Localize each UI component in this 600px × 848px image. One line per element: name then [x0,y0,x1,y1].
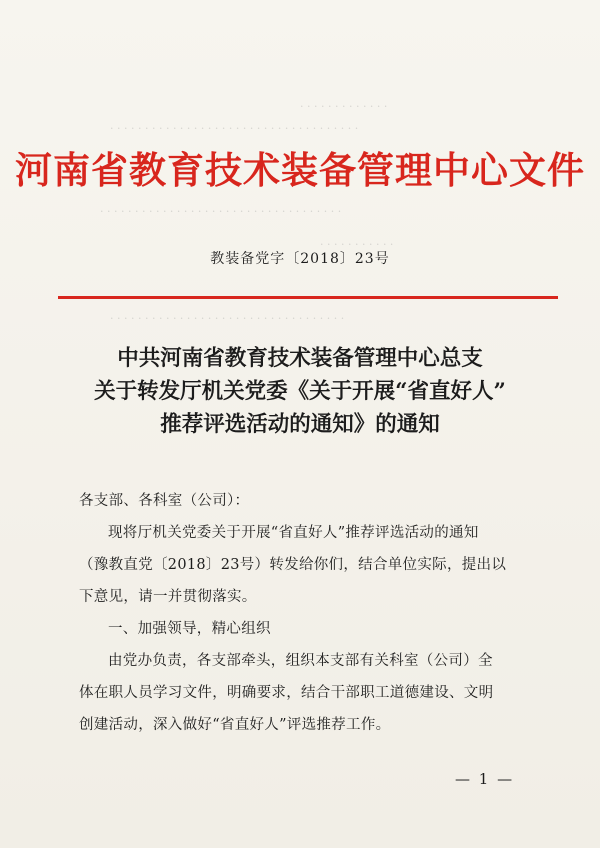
page-number: — 1 — [455,770,515,788]
bleed-through-text: · · · · · · · · · · · · · [300,100,388,113]
bleed-through-text: · · · · · · · · · · · · · · · · · · · · · · · · · · · · · · · · · · [110,312,345,325]
paragraph-section1 [79,645,541,741]
bleed-through-text: · · · · · · · · · · · · · · · · · · · · · · · · · · · · · · · · · · · [100,205,342,218]
bleed-through-text: · · · · · · · · · · · [320,238,394,251]
document-letterhead: 河南省教育技术装备管理中心文件 [15,148,585,192]
notice-title [0,342,600,441]
paragraph-line: 下意见，请一并贯彻落实。 [79,589,257,605]
title-line: 中共河南省教育技术装备管理中心总支 [117,346,483,371]
document-number: 教装备党字〔2018〕23号 [210,251,390,267]
paragraph-line: 体在职人员学习文件，明确要求，结合干部职工道德建设、文明 [79,685,494,701]
paragraph-line: 创建活动，深入做好“省直好人”评选推荐工作。 [79,717,391,733]
red-divider-line [58,296,558,299]
paragraph-line: （豫教直党〔2018〕23号）转发给你们，结合单位实际，提出以 [79,557,507,573]
title-line: 推荐评选活动的通知》的通知 [160,412,440,437]
paragraph-line: 由党办负责，各支部牵头，组织本支部有关科室（公司）全 [108,653,493,669]
salutation: 各支部、各科室（公司）： [79,493,250,509]
paragraph-line: 现将厅机关党委关于开展“省直好人”推荐评选活动的通知 [108,525,479,541]
bleed-through-text: · · · · · · · · · · · · · · · · · · · · · · · · · · · · · · · · · · · · [110,122,359,135]
section-heading: 一、加强领导，精心组织 [108,621,271,637]
title-line: 关于转发厅机关党委《关于开展“省直好人” [94,379,506,404]
paragraph-intro [79,517,541,613]
